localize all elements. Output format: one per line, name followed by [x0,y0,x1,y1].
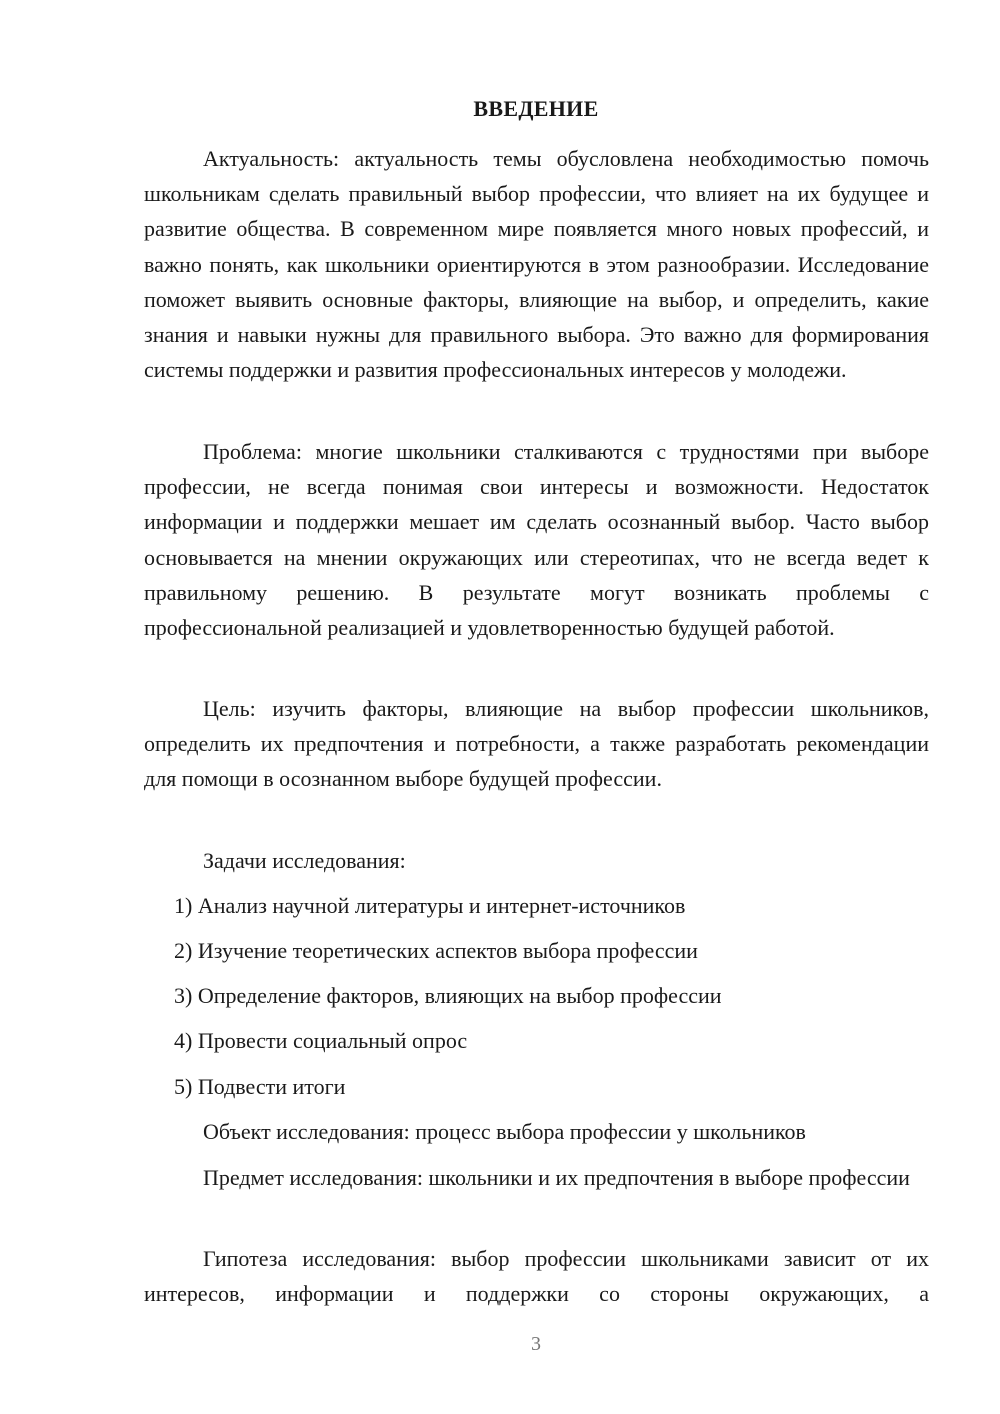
task-item-2-block [144,933,929,968]
page-number: 3 [531,1333,541,1355]
paragraph-problem-block [144,434,929,645]
task-item-5: 5) Подвести итоги [174,1074,346,1099]
task-item-3: 3) Определение факторов, влияющих на выбор профессии [174,983,722,1008]
task-item-1-block [144,888,929,923]
paragraph-relevance-block [144,141,929,387]
task-item-2: 2) Изучение теоретических аспектов выбора профессии [174,938,698,963]
paragraph-problem: Проблема: многие школьники сталкиваются с трудностями при выборе профессии, не всегда понимая свои интересы и возможности. Недостаток информации и поддержки мешает им сделать осознанный выбор. Часто выбор основывается на мнении окружающих или стереотипах, что не всегда ведет к правильному решению. В результате могут возникать проблемы с профессиональной реализацией и удовлетворенностью будущей работой. [144,439,929,641]
paragraph-goal-block [144,691,929,797]
section-heading: ВВЕДЕНИЕ [473,96,599,121]
paragraph-object-block [144,1114,929,1149]
task-item-3-block [144,978,929,1013]
task-item-1: 1) Анализ научной литературы и интернет-источников [174,893,686,918]
paragraph-hypothesis: Гипотеза исследования: выбор профессии школьниками зависит от их интересов, информации и поддержки со стороны окружающих, а [144,1246,929,1307]
paragraph-relevance: Актуальность: актуальность темы обусловлена необходимостью помочь школьникам сделать правильный выбор профессии, что влияет на их будущее и развитие общества. В современном мире появляется много новых профессий, и важно понять, как школьники ориентируются в этом разнообразии. Исследование поможет выявить основные факторы, влияющие на выбор, и определить, какие знания и навыки нужны для правильного выбора. Это важно для формирования системы поддержки и развития профессиональных интересов у молодежи. [144,146,929,383]
paragraph-hypothesis-block [144,1241,929,1311]
paragraph-subject-block [144,1160,929,1195]
tasks-title-block [144,843,929,878]
paragraph-subject: Предмет исследования: школьники и их предпочтения в выборе профессии [203,1165,910,1190]
paragraph-object: Объект исследования: процесс выбора профессии у школьников [203,1119,806,1144]
task-item-5-block [144,1069,929,1104]
tasks-title: Задачи исследования: [203,848,406,873]
task-item-4: 4) Провести социальный опрос [174,1028,468,1053]
task-item-4-block [144,1023,929,1058]
paragraph-goal: Цель: изучить факторы, влияющие на выбор профессии школьников, определить их предпочтения и потребности, а также разработать рекомендации для помощи в осознанном выборе будущей профессии. [144,696,929,792]
